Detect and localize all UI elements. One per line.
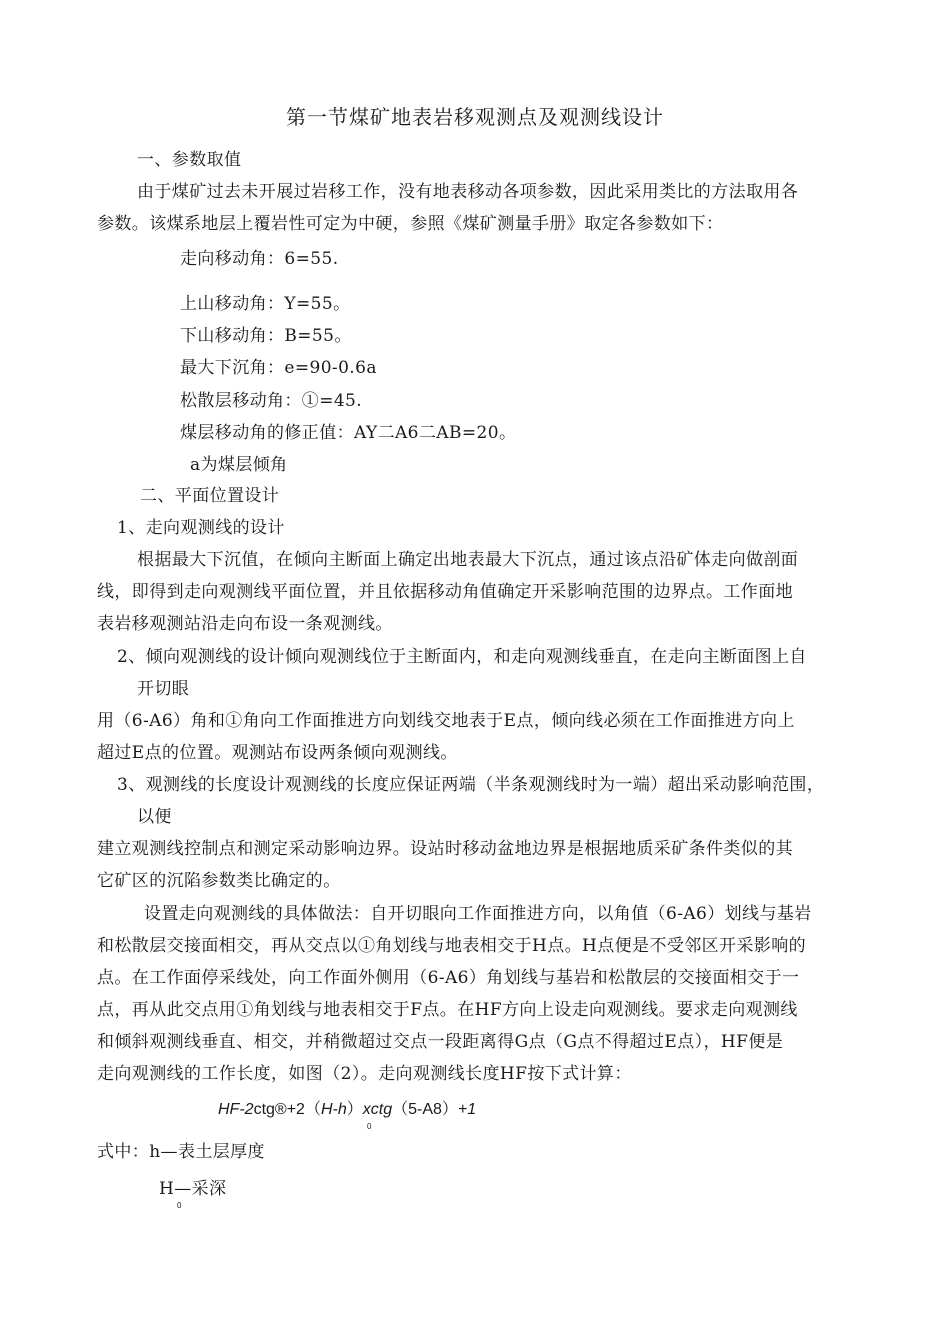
where-line-H: H—采深 <box>159 1179 227 1199</box>
param-correction-value: 煤层移动角的修正值：AY二A6二AB=20。 <box>180 423 517 443</box>
paragraph-line: 表岩移观测站沿走向布设一条观测线。 <box>97 614 393 634</box>
paragraph-line: 3、观测线的长度设计观测线的长度应保证两端（半条观测线时为一端）超出采动影响范围， <box>117 775 825 795</box>
paragraph-line: 走向观测线的工作长度，如图（2）。走向观测线长度HF按下式计算： <box>97 1064 632 1084</box>
item-heading: 1、走向观测线的设计 <box>117 518 285 538</box>
param-max-subsidence-angle: 最大下沉角：e=90-0.6a <box>180 358 377 378</box>
param-rise-angle: 上山移动角：Y=55。 <box>180 294 351 314</box>
formula-term: +1 <box>457 1101 477 1118</box>
paragraph-line: 超过E点的位置。观测站布设两条倾向观测线。 <box>97 743 458 763</box>
paragraph-line: 和倾斜观测线垂直、相交，并稍微超过交点一段距离得G点（G点不得超过E点），HF便是 <box>97 1032 784 1052</box>
paragraph-line: 开切眼 <box>137 679 190 699</box>
paragraph-line: 由于煤矿过去未开展过岩移工作，没有地表移动各项参数，因此采用类比的方法取用各 <box>137 182 799 202</box>
paragraph-line: 它矿区的沉陷参数类比确定的。 <box>97 871 341 891</box>
formula-term: xctg <box>362 1101 393 1118</box>
param-note: a为煤层倾角 <box>190 455 288 475</box>
paragraph-line: 根据最大下沉值，在倾向主断面上确定出地表最大下沉点，通过该点沿矿体走向做剖面 <box>137 550 799 570</box>
paragraph-line: 2、倾向观测线的设计倾向观测线位于主断面内，和走向观测线垂直，在走向主断面图上自 <box>117 647 807 667</box>
where-subscript: 0 <box>177 1201 182 1210</box>
formula-term: H-h <box>320 1101 347 1118</box>
paragraph-line: 参数。该煤系地层上覆岩性可定为中硬，参照《煤矿测量手册》取定各参数如下： <box>97 214 724 234</box>
where-line-h: 式中：h—表土层厚度 <box>97 1142 265 1162</box>
formula-term: HF-2 <box>218 1101 254 1118</box>
paragraph-line: 和松散层交接面相交，再从交点以①角划线与地表相交于H点。H点便是不受邻区开采影响的 <box>97 936 807 956</box>
paragraph-line: 以便 <box>137 807 172 827</box>
paragraph-line: 设置走向观测线的具体做法：自开切眼向工作面推进方向，以角值（6-A6）划线与基岩 <box>144 904 812 924</box>
hf-formula <box>218 1099 476 1121</box>
paragraph-line: 建立观测线控制点和测定采动影响边界。设站时移动盆地边界是根据地质采矿条件类似的其 <box>97 839 793 859</box>
formula-term: ctg®+2（ <box>253 1101 321 1118</box>
paragraph-line: 用（6-A6）角和①角向工作面推进方向划线交地表于E点，倾向线必须在工作面推进方向上 <box>97 711 795 731</box>
paragraph-line: 点，再从此交点用①角划线与地表相交于F点。在HF方向上设走向观测线。要求走向观测线 <box>97 1000 798 1020</box>
paragraph-line: 点。在工作面停采线处，向工作面外侧用（6-A6）角划线与基岩和松散层的交接面相交于一 <box>97 968 800 988</box>
param-strike-angle: 走向移动角：6=55. <box>180 249 339 269</box>
section-heading-parameters: 一、参数取值 <box>137 150 242 170</box>
paragraph-line: 线，即得到走向观测线平面位置，并且依据移动角值确定开采影响范围的边界点。工作面地 <box>97 582 793 602</box>
formula-term: （5-A8） <box>392 1101 458 1118</box>
param-dip-angle: 下山移动角：B=55。 <box>180 326 352 346</box>
formula-subscript: 0 <box>367 1122 372 1131</box>
formula-term: ） <box>346 1101 363 1118</box>
param-loose-layer-angle: 松散层移动角：①=45. <box>180 391 363 411</box>
section-heading-plane-design: 二、平面位置设计 <box>140 486 280 506</box>
page-title: 第一节煤矿地表岩移观测点及观测线设计 <box>286 105 664 129</box>
